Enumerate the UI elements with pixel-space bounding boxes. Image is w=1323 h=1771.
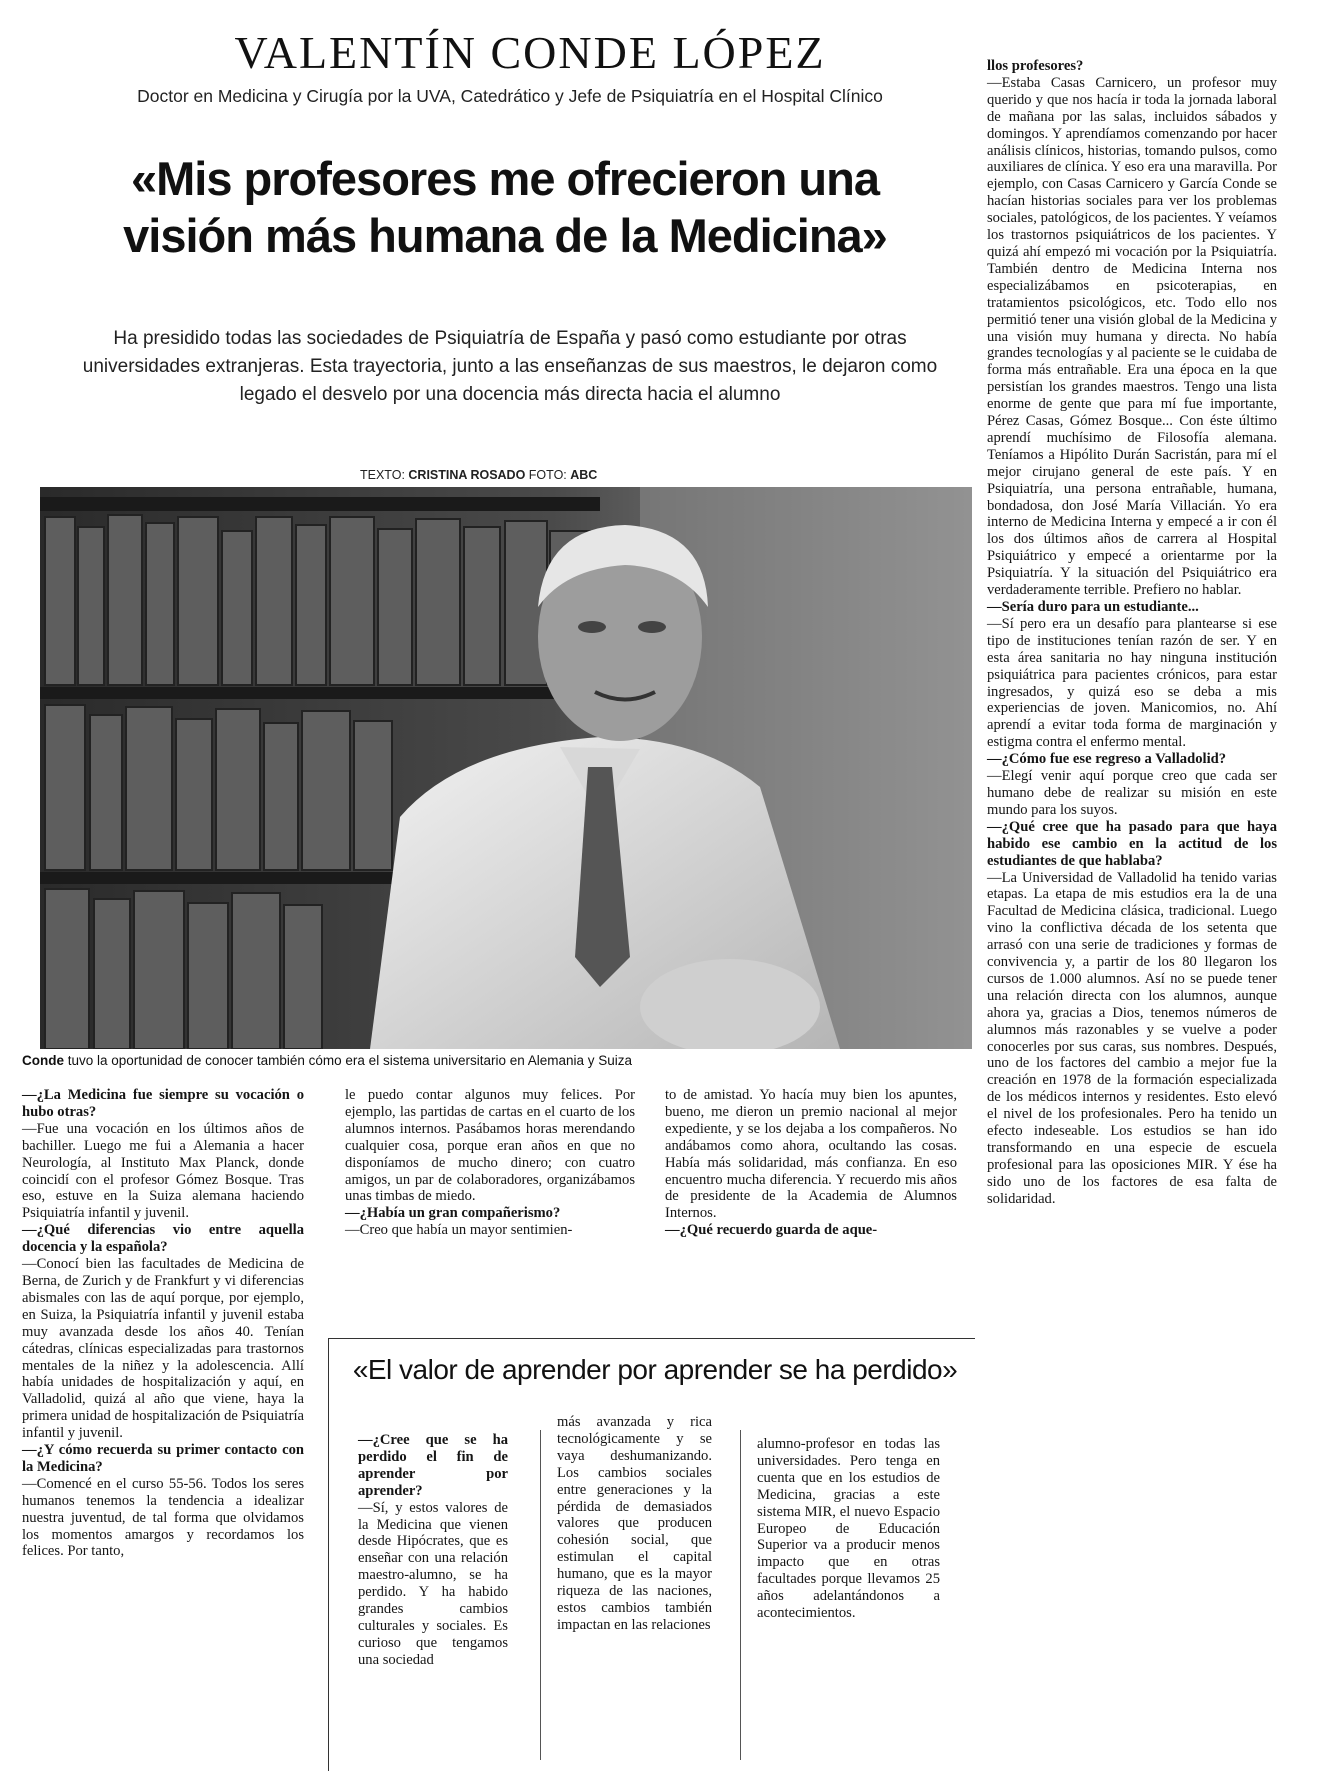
headline: «Mis profesores me ofrecieron una visión más humana de la Medicina» xyxy=(123,152,887,262)
article-column-1 xyxy=(22,1087,304,1560)
article-column-3 xyxy=(665,1087,957,1239)
interview-answer: —Elegí venir aquí porque creo que cada ser humano debe de realizar su misión en este mundo para los suyos. xyxy=(987,768,1277,818)
interview-question: —Sería duro para un estudiante... xyxy=(987,599,1199,615)
interview-answer: —Conocí bien las facultades de Medicina de Berna, de Zurich y de Frankfurt y vi diferencias abismales con las de aquí porque, por ejemplo, en Suiza, la Psiquiatría infantil y juvenil estaba muy avanzada desde los años 40. Tenían cátedras, clínicas especializadas para trastornos mentales de la niñez y la adolescencia. Allí había unidades de hospitalización y aquí, en Valladolid, quizá al año que viene, haya la primera unidad de hospitalización de Psiquiatría infantil y juvenil. xyxy=(22,1256,304,1442)
sidebar-column-2 xyxy=(557,1414,712,1634)
interview-answer: le puedo contar algunos muy felices. Por ejemplo, las partidas de cartas en el cuarto de los alumnos internos. Pasábamos horas merendando cualquier cosa, porque eran años en que no disponíamos de mucho dinero; con cuatro amigos, un par de colaboradores, organizábamos unas timbas de miedo. xyxy=(345,1087,635,1205)
lead-paragraph: Ha presidido todas las sociedades de Psiquiatría de España y pasó como estudiante por otras universidades extranjeras. Esta trayectoria, junto a las enseñanzas de sus maestros, le dejaron como legado el desvelo por una docencia más directa hacia el alumno xyxy=(82,328,938,405)
interview-question: —¿Había un gran compañerismo? xyxy=(345,1205,561,1222)
interview-answer: más avanzada y rica tecnológicamente y se vaya deshumanizando. Los cambios sociales entre generaciones y la pérdida de demasiados valores que producen cohesión social, que estimulan el capital humano, que es la mayor riqueza de las naciones, estos cambios también impactan en las relaciones xyxy=(557,1414,712,1633)
interview-question: llos profesores? xyxy=(987,58,1084,74)
interview-question: —¿La Medicina fue siempre su vocación o hubo otras? xyxy=(22,1087,304,1120)
byline-photo-author: ABC xyxy=(570,468,598,482)
interviewee-name: VALENTÍN CONDE LÓPEZ xyxy=(234,27,826,78)
article-column-2 xyxy=(345,1087,635,1239)
interview-answer: —Sí, y estos valores de la Medicina que vienen desde Hipócrates, que es enseñar con una relación maestro-alumno, se ha perdido. Y ha habido grandes cambios culturales y sociales. Es curioso que tengamos una sociedad xyxy=(358,1499,508,1668)
interview-question: —¿Qué cree que ha pasado para que haya habido ese cambio en la actitud de los estudiantes de que hablaba? xyxy=(987,818,1277,869)
portrait-illustration xyxy=(40,487,972,1049)
byline xyxy=(360,468,660,482)
byline-author: CRISTINA ROSADO xyxy=(408,468,526,482)
interview-question: —¿Cómo fue ese regreso a Valladolid? xyxy=(987,751,1227,768)
caption-text: tuvo la oportunidad de conocer también cómo era el sistema universitario en Alemania y Suiza xyxy=(64,1053,633,1068)
sidebar-column-3 xyxy=(757,1436,940,1622)
interview-answer: alumno-profesor en todas las universidades. Pero tenga en cuenta que en los estudios de Medicina, gracias a este sistema MIR, el nuevo Espacio Europeo de Educación Superior va a producir menos impacto que en otras facultades porque llevamos 25 años adelantándonos a acontecimientos. xyxy=(757,1436,940,1622)
sidebar-divider xyxy=(740,1430,741,1760)
sidebar-divider xyxy=(540,1430,541,1760)
interview-answer: —La Universidad de Valladolid ha tenido varias etapas. La etapa de mis estudios era la de una Facultad de Medicina clásica, tradicional. Luego vino la conflictiva década de los setenta que arrasó con una serie de tradiciones y formas de convivencia y, a partir de los 80 llegaron los cursos de 1.000 alumnos. Así no se puede tener una relación directa con los alumnos, aunque ahora ya, gracias a Dios, tenemos números de alumnos más razonables y se vuelve a poder conocerles por sus caras, sus nombres. Después, uno de los factores del cambio a mejor fue la creación en 1978 de la formación especializada de los médicos internos y residentes. Esto elevó el nivel de los profesionales. Pero ha tenido un efecto indeseable. Los estudios se han ido transformando en una especie de escuela profesional para las oposiciones MIR. Y ése ha sido uno de los factores de esa falta de solidaridad. xyxy=(987,869,1277,1207)
interview-answer: —Sí pero era un desafío para plantearse si ese tipo de instituciones tenían razón de ser. Y en esta área sanitaria no hay ninguna institución psiquiátrica para pacientes crónicos, para estar ingresados, y quizá eso se deba a mis experiencias de joven. Manicomios, no. Ahí aprendí a evitar toda forma de marginación y estigma contra el enfermo mental. xyxy=(987,615,1277,751)
sidebar-column-1 xyxy=(358,1432,508,1669)
interview-answer: —Fue una vocación en los últimos años de bachiller. Luego me fui a Alemania a hacer Neurología, al Instituto Max Planck, donde coincidí con el profesor Gómez Bosque. Tras eso, estuve en la Suiza alemana haciendo Psiquiatría infantil y juvenil. xyxy=(22,1120,304,1222)
byline-photo-label: FOTO: xyxy=(528,468,567,482)
interview-question: —¿Cree que se ha perdido el fin de aprender por aprender? xyxy=(358,1432,508,1499)
interview-answer: —Comencé en el curso 55-56. Todos los seres humanos tenemos la tendencia a idealizar nuestra juventud, de tal forma que olvidamos los momentos amargos y recordamos los felices. Por tanto, xyxy=(22,1475,304,1560)
interview-answer: —Estaba Casas Carnicero, un profesor muy querido y que nos hacía ir toda la jornada laboral de mañana por las salas, incluidos sábados y domingos. Y aprendíamos comenzando por hacer análisis clínicos, historias, tomando pulsos, como auxiliares de clínica. Y eso era una maravilla. Por ejemplo, con Casas Carnicero y García Conde se hacían historias sociales para ver los problemas sociales, patológicos, de los pacientes. Y veíamos los trastornos psiquiátricos de los pacientes. Y quizá ahí empezó mi vocación por la Psiquiatría. También dentro de Medicina Interna nos especializábamos en psicoterapias, en tratamientos psicológicos, etc. Todo ello nos permitió tener una visión global de la Medicina y una visión muy humana y directa. No había grandes tecnologías y al paciente se le cuidaba de forma más entrañable. Era una época en la que persistían los grandes maestros. Tengo una lista enorme de gente que para mí fue importante, Pérez Casas, Gómez Bosque... Con éste último aprendí muchísimo de Filosofía alemana. Teníamos a Hipólito Durán Sacristán, para mí el mejor cirujano general de este país. Y en Psiquiatría, una persona entrañable, humana, bondadosa, don José María Villacián. Yo era interno de Medicina Interna y empecé a ir con él los dos últimos años de carrera al Hospital Psiquiátrico y empecé a orientarme por la Psiquiatría. Y la situación del Psiquiátrico era verdaderamente terrible. Prefiero no hablar. xyxy=(987,74,1277,599)
pull-quote: «El valor de aprender por aprender se ha perdido» xyxy=(352,1354,958,1385)
interview-answer: —Creo que había un mayor sentimien- xyxy=(345,1222,573,1239)
byline-text-label: TEXTO: xyxy=(360,468,405,482)
portrait-photo xyxy=(40,487,972,1049)
interview-question: —¿Y cómo recuerda su primer contacto con la Medicina? xyxy=(22,1442,304,1475)
interview-question: —¿Qué recuerdo guarda de aque- xyxy=(665,1222,878,1239)
photo-caption xyxy=(22,1053,982,1068)
interviewee-title: Doctor en Medicina y Cirugía por la UVA, Catedrático y Jefe de Psiquiatría en el Hospital Clínico xyxy=(137,86,883,106)
caption-lead: Conde xyxy=(22,1053,64,1068)
interview-question: —¿Qué diferencias vio entre aquella docencia y la española? xyxy=(22,1222,304,1256)
interview-answer: to de amistad. Yo hacía muy bien los apuntes, bueno, me dieron un premio nacional al mejor expediente, y se los dejaba a los compañeros. No andábamos como ahora, ocultando las cosas. Había más solidaridad, más confianza. En eso encuentro mucha diferencia. Y recuerdo mis años de presidente de la Academia de Alumnos Internos. xyxy=(665,1087,957,1222)
article-column-4 xyxy=(987,58,1277,1208)
